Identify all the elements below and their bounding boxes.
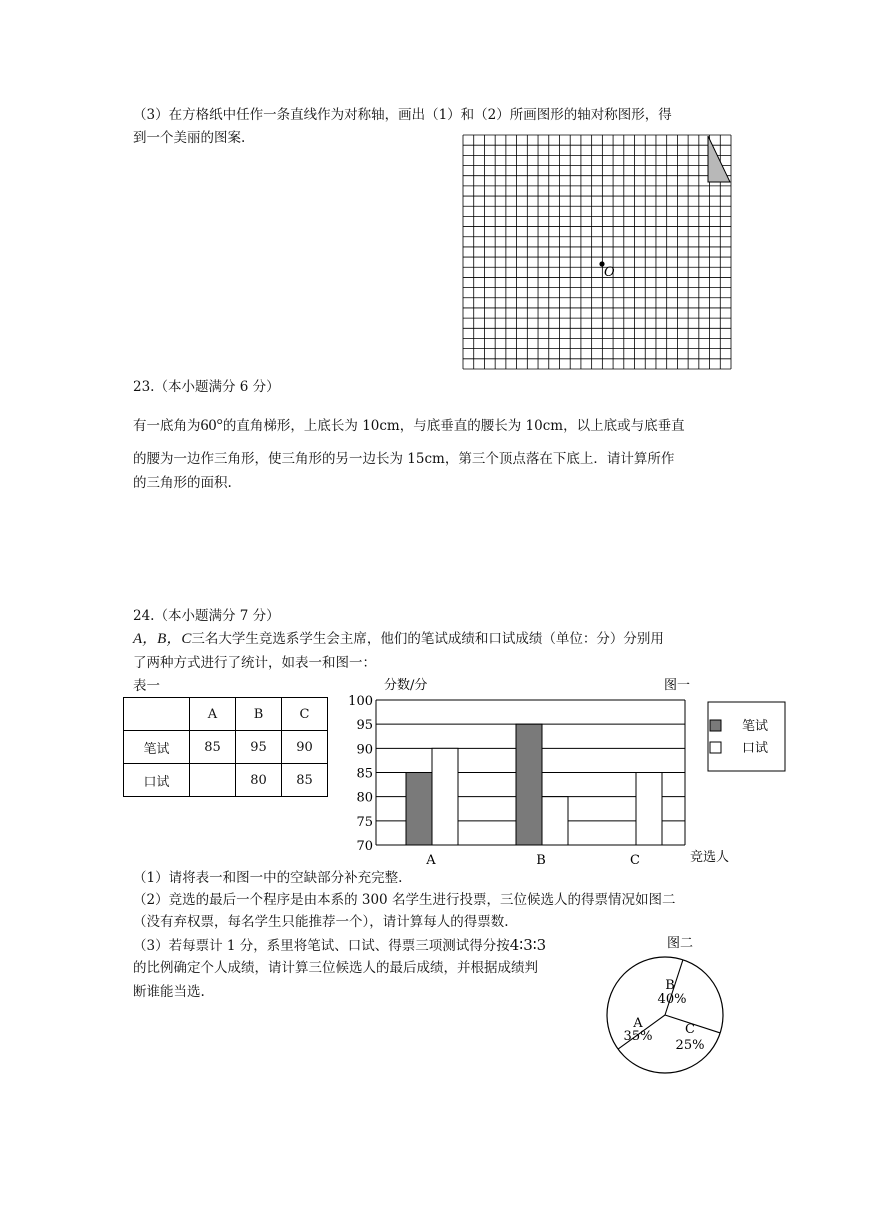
- table-cell: 95: [236, 731, 282, 764]
- bar-B-oral: [542, 797, 568, 845]
- legend-label-written: 笔试: [742, 719, 769, 734]
- q24-intro-line1-text: 三名大学生竞选系学生会主席，他们的笔试成绩和口试成绩（单位：分）分别用: [191, 631, 664, 647]
- q23-line3: 的三角形的面积.: [133, 475, 232, 491]
- point-o-label: O: [604, 265, 615, 280]
- chart-bars: [406, 724, 662, 845]
- table1-title: 表一: [133, 678, 160, 694]
- pie-slice-percent: 40%: [657, 992, 687, 1007]
- bar-B-written: [516, 724, 542, 845]
- table-cell: 笔试: [124, 731, 190, 764]
- bar-chart: [340, 675, 790, 870]
- grid-paper: [462, 134, 732, 372]
- q22-line1: （3）在方格纸中任作一条直线作为对称轴，画出（1）和（2）所画图形的轴对称图形，得: [133, 107, 672, 123]
- pie-chart: [600, 932, 740, 1082]
- q23-line1-a: 有一底角为: [133, 418, 201, 434]
- table-cell: B: [236, 698, 282, 731]
- score-table: [123, 697, 328, 797]
- y-tick-label: 70: [356, 839, 373, 854]
- bar-C-oral: [636, 773, 662, 846]
- q23-line1: [133, 417, 685, 435]
- table-cell: 口试: [124, 764, 190, 797]
- legend-label-oral: 口试: [742, 741, 769, 756]
- y-tick-label: 90: [356, 742, 373, 758]
- q24-sub3-text: （3）若每票计 1 分，系里将笔试、口试、得票三项测试得分按: [133, 938, 510, 954]
- chart-xlabel: 竞选人: [690, 850, 730, 865]
- y-tick-label: 100: [348, 694, 373, 709]
- y-tick-label: 75: [356, 814, 373, 830]
- bar-A-written: [406, 773, 432, 846]
- table-cell: A: [190, 698, 236, 731]
- table-row: [124, 731, 328, 764]
- pie-slice-label: A: [633, 1016, 643, 1031]
- candidate-names: A，B，C: [133, 631, 192, 647]
- table-row: [124, 764, 328, 797]
- table-cell: [124, 698, 190, 731]
- q23-line2: 的腰为一边作三角形，使三角形的另一边长为 15cm，第三个顶点落在下底上．请计算所作: [133, 451, 675, 467]
- q23-line1-b: 的直角梯形，上底长为 10cm，与底垂直的腰长为 10cm，以上底或与底垂直: [222, 418, 685, 434]
- table-cell: C: [282, 698, 328, 731]
- x-tick-label: C: [630, 853, 640, 868]
- chart-y-ticks: [348, 694, 373, 854]
- pie-slice-percent: 25%: [675, 1038, 705, 1053]
- x-tick-label: B: [536, 853, 546, 868]
- y-tick-label: 95: [356, 718, 373, 734]
- shaded-triangle: [708, 136, 730, 182]
- legend-swatch-written: [710, 720, 721, 731]
- q24-sub3-line1: [133, 936, 546, 955]
- chart-ylabel: 分数/分: [384, 678, 428, 693]
- q23-heading: 23.（本小题满分 6 分）: [133, 379, 280, 395]
- q24-sub2-line2: （没有弃权票，每名学生只能推荐一个），请计算每人的得票数.: [133, 914, 509, 930]
- y-tick-label: 80: [356, 790, 373, 806]
- pie-slice-label: B: [665, 978, 675, 993]
- q24-intro-line1: [133, 630, 664, 648]
- table-cell: [190, 764, 236, 797]
- q24-sub3-line3: 断谁能当选.: [133, 984, 205, 1000]
- x-tick-label: A: [426, 853, 436, 868]
- q22-line2: 到一个美丽的图案.: [133, 130, 246, 146]
- pie-slice-label: C: [685, 1022, 695, 1037]
- chart-x-ticks: [425, 853, 640, 868]
- pie-slice-percent: 35%: [623, 1029, 653, 1044]
- table-cell: 80: [236, 764, 282, 797]
- q24-intro-line2: 了两种方式进行了统计，如表一和图一：: [133, 655, 376, 671]
- q24-sub3-line2: 的比例确定个人成绩，请计算三位候选人的最后成绩，并根据成绩判: [133, 960, 538, 976]
- table-header-row: [124, 698, 328, 731]
- grid-lines: [463, 135, 731, 369]
- table-cell: 85: [190, 731, 236, 764]
- legend-swatch-oral: [710, 742, 721, 753]
- pie-title: 图二: [667, 936, 694, 951]
- table-cell: 85: [282, 764, 328, 797]
- angle-60: 60°: [200, 417, 223, 434]
- q24-sub2-line1: （2）竞选的最后一个程序是由本系的 300 名学生进行投票，三位候选人的得票情况如图二: [133, 892, 676, 908]
- chart-legend: [708, 702, 785, 771]
- chart-title: 图一: [664, 678, 691, 693]
- ratio: 4∶3∶3: [509, 936, 547, 954]
- q24-heading: 24.（本小题满分 7 分）: [133, 608, 280, 624]
- bar-A-oral: [432, 748, 458, 845]
- table-cell: 90: [282, 731, 328, 764]
- y-tick-label: 85: [356, 766, 373, 782]
- q24-sub1: （1）请将表一和图一中的空缺部分补充完整.: [133, 870, 403, 886]
